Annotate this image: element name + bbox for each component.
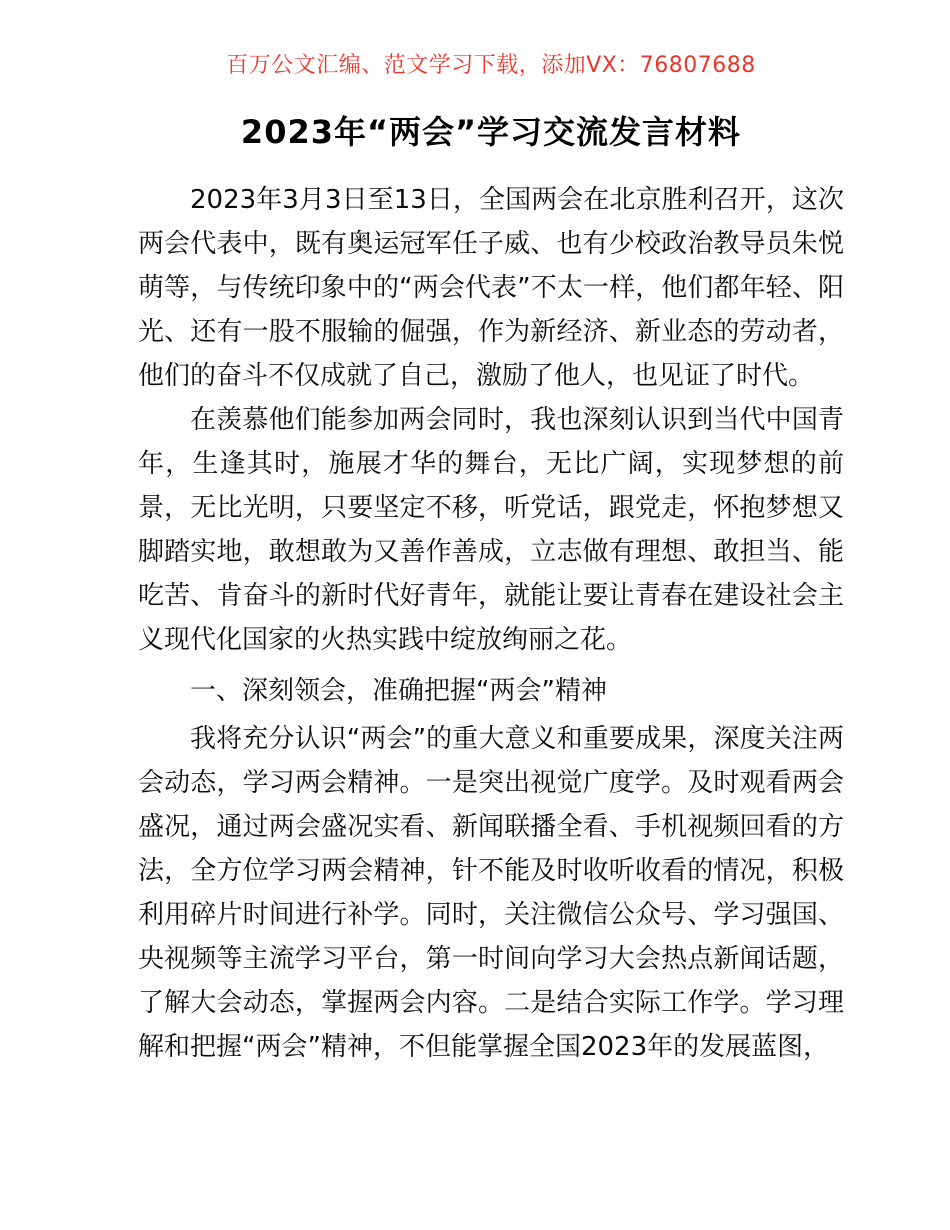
paragraph-section-1-body: 我将充分认识“两会”的重大意义和重要成果，深度关注两会动态，学习两会精神。一是突出视觉广度学。及时观看两会盛况，通过两会盛况实看、新闻联播全看、手机视频回看的方法，全方位学习两会精神，针不能及时收听收看的情况，积极利用碎片时间进行补学。同时，关注微信公众号、学习强国、央视频等主流学习平台，第一时间向学习大会热点新闻话题，了解大会动态，掌握两会内容。二是结合实际工作学。学习理解和把握“两会”精神，不但能掌握全国2023年的发展蓝图，	[138, 724, 844, 1062]
page-title: 2023年“两会”学习交流发言材料	[240, 113, 742, 151]
section-heading-1: 一、深刻领会，准确把握“两会”精神	[190, 676, 607, 706]
watermark-text: 百万公文汇编、范文学习下载，添加VX：76807688	[226, 53, 756, 78]
paragraph-intro: 2023年3月3日至13日，全国两会在北京胜利召开，这次两会代表中，既有奥运冠军任子威、也有少校政治教导员朱悦萌等，与传统印象中的“两会代表”不太一样，他们都年轻、阳光、还有一股不服输的倔强，作为新经济、新业态的劳动者，他们的奋斗不仅成就了自己，激励了他人，也见证了时代。	[138, 185, 844, 391]
paragraph-reflection: 在羡慕他们能参加两会同时，我也深刻认识到当代中国青年，生逢其时，施展才华的舞台，无比广阔，实现梦想的前景，无比光明，只要坚定不移，听党话，跟党走，怀抱梦想又脚踏实地，敢想敢为又善作善成，立志做有理想、敢担当、能吃苦、肯奋斗的新时代好青年，就能让要让青春在建设社会主义现代化国家的火热实践中绽放绚丽之花。	[138, 405, 844, 655]
